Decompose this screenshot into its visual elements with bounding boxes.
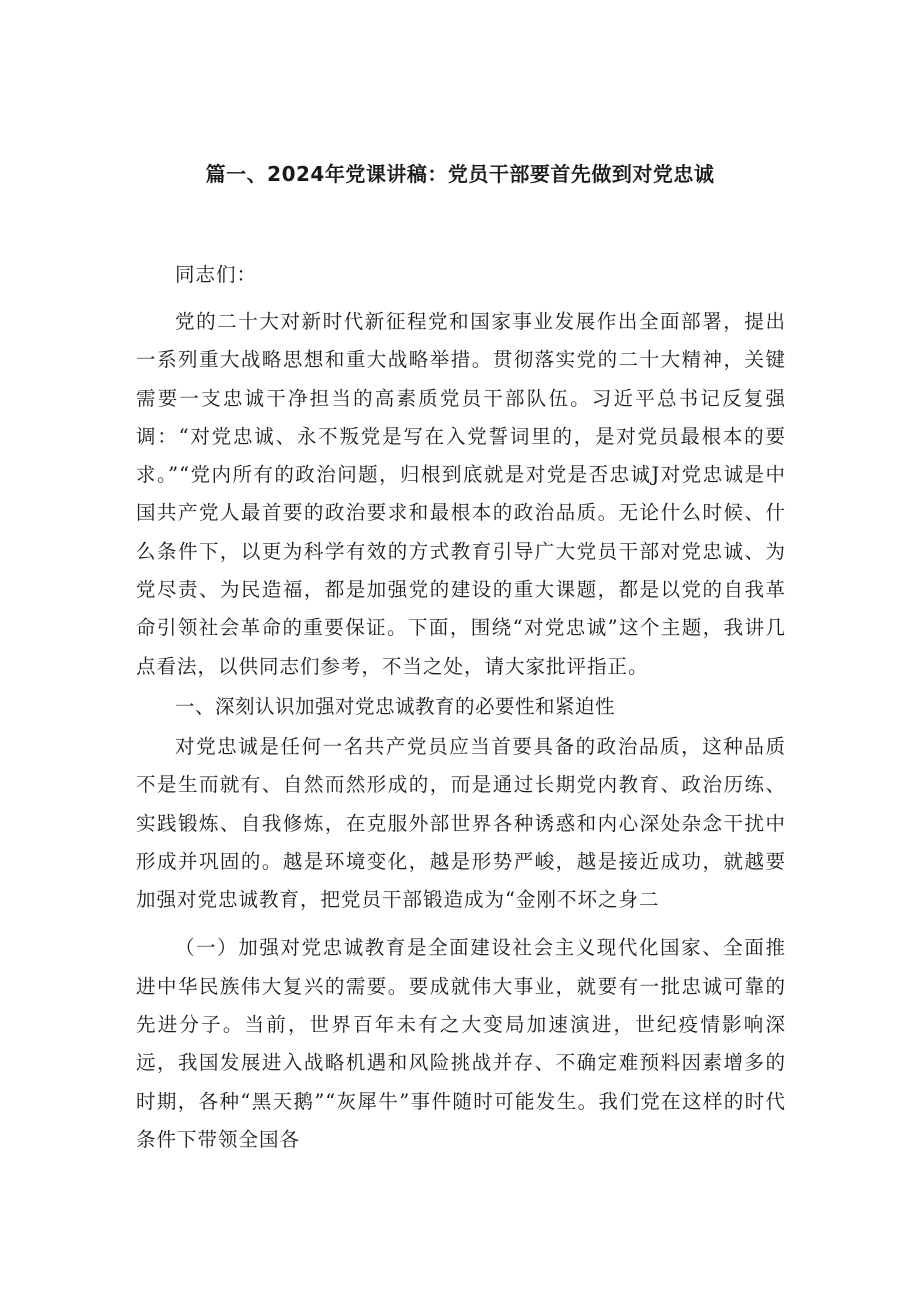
subsection-1-paragraph: （一）加强对党忠诚教育是全面建设社会主义现代化国家、全面推进中华民族伟大复兴的需要。要成就伟大事业，就要有一批忠诚可靠的先进分子。当前，世界百年未有之大变局加速演进，世纪疫情影响深远，我国发展进入战略机遇和风险挑战并存、不确定难预料因素增多的时期，各种“黑天鹅”“灰犀牛”事件随时可能发生。我们党在这样的时代条件下带领全国各 (136, 936, 786, 1151)
document-title: 篇一、2024年党课讲稿：党员干部要首先做到对党忠诚 (205, 162, 715, 186)
section-1-paragraph: 对党忠诚是任何一名共产党员应当首要具备的政治品质，这种品质不是生而就有、自然而然形成的，而是通过长期党内教育、政治历练、实践锻炼、自我修炼，在克服外部世界各种诱惑和内心深处杂念干扰中形成并巩固的。越是环境变化，越是形势严峻，越是接近成功，就越要加强对党忠诚教育，把党员干部锻造成为“金刚不坏之身二 (136, 734, 786, 912)
greeting: 同志们： (175, 263, 258, 286)
intro-paragraph: 党的二十大对新时代新征程党和国家事业发展作出全面部署，提出一系列重大战略思想和重大战略举措。贯彻落实党的二十大精神，关键需要一支忠诚干净担当的高素质党员干部队伍。习近平总书记反复强调：“对党忠诚、永不叛党是写在入党誓词里的，是对党员最根本的要求。”“党内所有的政治问题，归根到底就是对党是否忠诚J对党忠诚是中国共产党人最首要的政治要求和最根本的政治品质。无论什么时候、什么条件下，以更为科学有效的方式教育引导广大党员干部对党忠诚、为党尽责、为民造福，都是加强党的建设的重大课题，都是以党的自我革命引领社会革命的重要保证。下面，围绕“对党忠诚”这个主题，我讲几点看法，以供同志们参考，不当之处，请大家批评指正。 (136, 310, 786, 678)
section-heading-1: 一、深刻认识加强对党忠诚教育的必要性和紧迫性 (175, 694, 616, 718)
document-body (136, 256, 786, 1159)
